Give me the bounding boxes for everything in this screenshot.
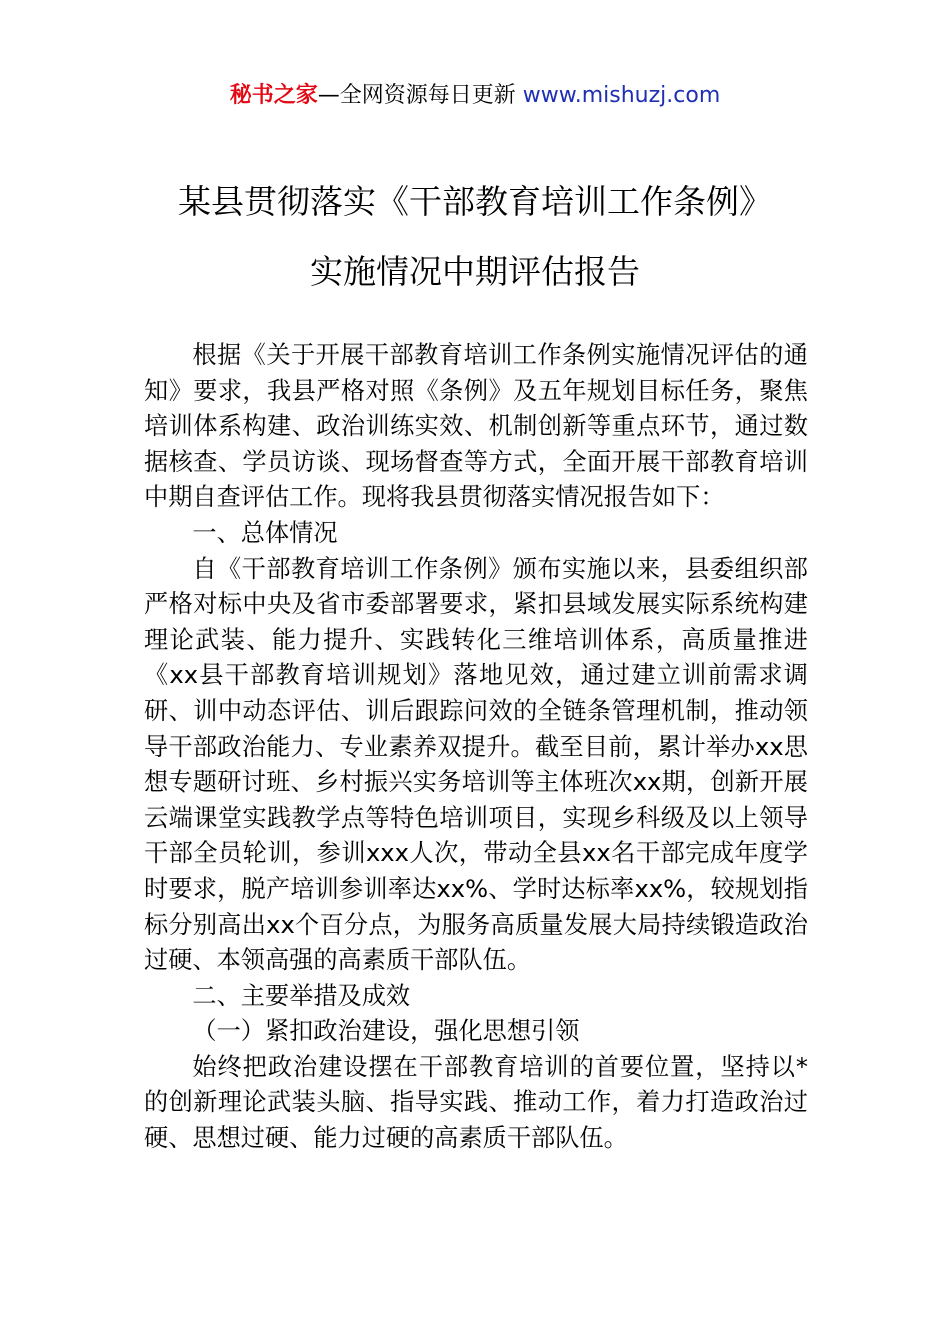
section-heading-overview: 一、总体情况	[192, 518, 338, 547]
overview-paragraph: 自《干部教育培训工作条例》颁布实施以来，县委组织部严格对标中央及省市委部署要求，紧扣县域发展实际系统构建理论武装、能力提升、实践转化三维培训体系，高质量推进《xx县干部教育培训规划》落地见效，通过建立训前需求调研、训中动态评估、训后跟踪问效的全链条管理机制，推动领导干部政治能力、专业素养双提升。截至目前，累计举办xx思想专题研讨班、乡村振兴实务培训等主体班次xx期，创新开展云端课堂实践教学点等特色培训项目，实现乡科级及以上领导干部全员轮训，参训xxx人次，带动全县xx名干部完成年度学时要求，脱产培训参训率达xx%、学时达标率xx%，较规划指标分别高出xx个百分点，为服务高质量发展大局持续锻造政治过硬、本领高强的高素质干部队伍。	[144, 554, 808, 975]
header-slogan: —全网资源每日更新	[317, 83, 523, 108]
section-heading-measures: 二、主要举措及成效	[192, 981, 411, 1010]
political-paragraph: 始终把政治建设摆在干部教育培训的首要位置，坚持以*的创新理论武装头脑、指导实践、推动工作，着力打造政治过硬、思想过硬、能力过硬的高素质干部队伍。	[144, 1052, 808, 1153]
intro-paragraph: 根据《关于开展干部教育培训工作条例实施情况评估的通知》要求，我县严格对照《条例》及五年规划目标任务，聚焦培训体系构建、政治训练实效、机制创新等重点环节，通过数据核查、学员访谈、现场督查等方式，全面开展干部教育培训中期自查评估工作。现将我县贯彻落实情况报告如下：	[144, 341, 808, 512]
document-title-line-1: 某县贯彻落实《干部教育培训工作条例》	[178, 182, 772, 221]
brand-name: 秘书之家	[229, 83, 318, 108]
document-body	[144, 338, 808, 1157]
document-title-line-2: 实施情况中期评估报告	[310, 252, 640, 291]
site-header	[0, 80, 950, 112]
subsection-heading-political: （一）紧扣政治建设，强化思想引领	[192, 1017, 580, 1046]
site-url-link[interactable]: www.mishuzj.com	[522, 83, 721, 108]
